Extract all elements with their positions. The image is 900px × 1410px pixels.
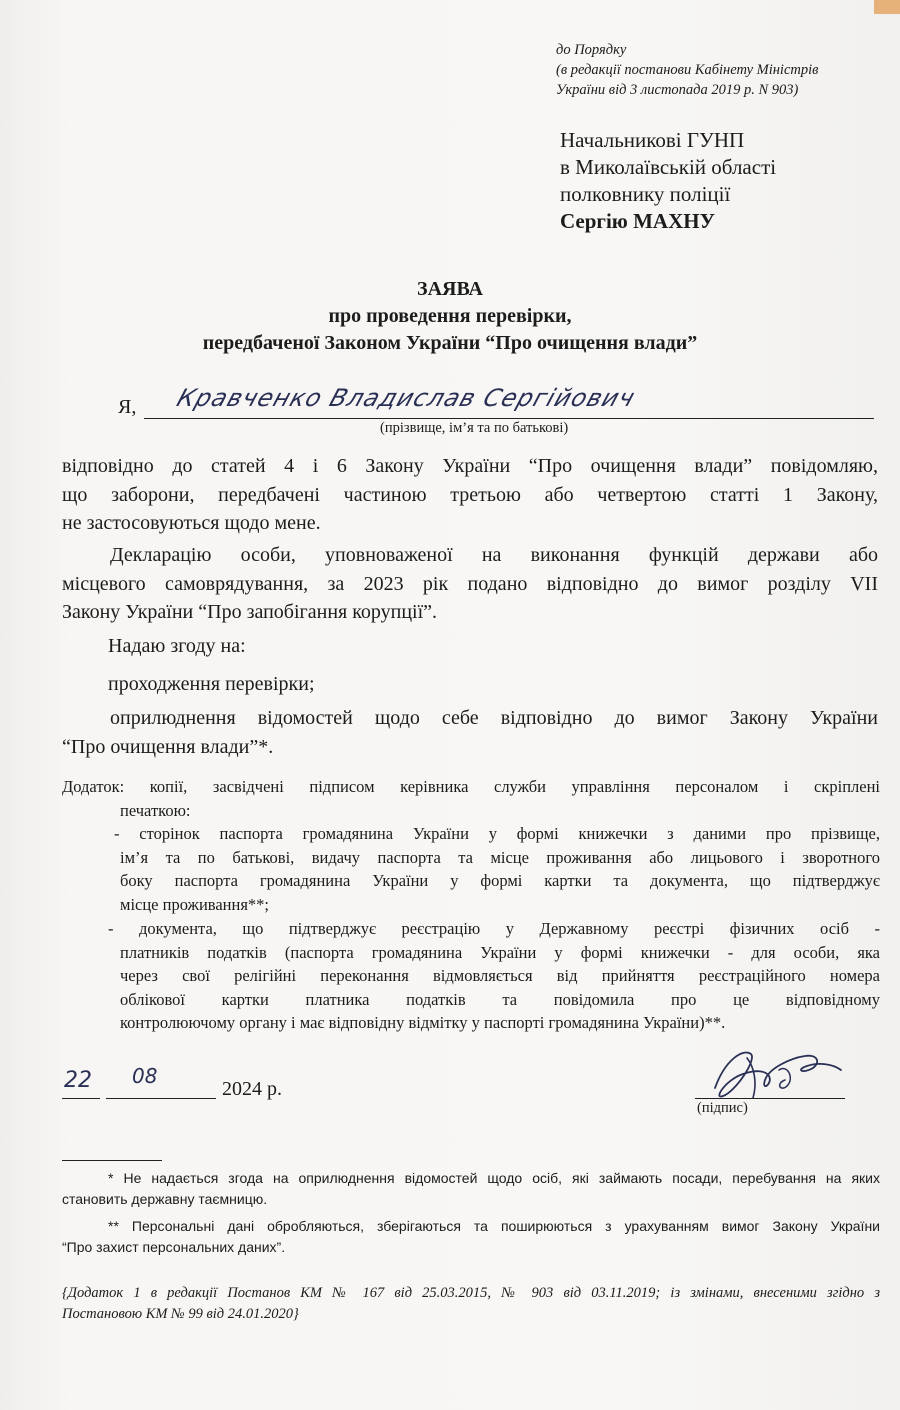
addressee-line: Начальникові ГУНП bbox=[560, 128, 745, 152]
edition-note bbox=[62, 1283, 880, 1325]
text-line: - сторінок паспорта громадянина України у формі книжечки з даними про прізвище, bbox=[114, 824, 880, 843]
paper-edge bbox=[874, 0, 900, 14]
text-line: ім’я та по батькові, видачу паспорта та місце проживання або лицьового і зворотного bbox=[120, 847, 880, 867]
date-year: 2024 р. bbox=[222, 1078, 282, 1100]
annotation-line: України від 3 листопада 2019 р. N 903) bbox=[556, 82, 799, 98]
attachment-item-a bbox=[62, 822, 880, 916]
text-line: - документа, що підтверджує реєстрацію у Державному реєстрі фізичних осіб - bbox=[108, 919, 880, 938]
title-line: про проведення перевірки, bbox=[328, 305, 572, 327]
name-caption: (прізвище, ім’я та по батькові) bbox=[380, 420, 569, 436]
text-line: відповідно до статей 4 і 6 Закону України “Про очищення влади” повідомляю, bbox=[62, 455, 878, 477]
date-month: 08 bbox=[132, 1064, 158, 1088]
text-line: місце проживання**; bbox=[120, 894, 270, 914]
text-line: що заборони, передбачені частиною третьою або четвертою статті 1 Закону, bbox=[62, 483, 878, 506]
footnote-2 bbox=[62, 1216, 880, 1257]
text-line: “Про захист персональних даних”. bbox=[62, 1238, 286, 1255]
text-line: не застосовуються щодо мене. bbox=[62, 512, 321, 534]
text-line: місцевого самоврядування, за 2023 рік подано відповідно до вимог розділу VII bbox=[62, 572, 878, 595]
text-line: оприлюднення відомостей щодо себе відповідно до вимог Закону України bbox=[110, 707, 878, 729]
consent-item-2 bbox=[62, 704, 878, 761]
attachment-intro bbox=[62, 775, 880, 822]
text-line: “Про очищення влади”*. bbox=[62, 735, 274, 758]
applicant-prefix: Я, bbox=[118, 396, 137, 418]
footnote-1 bbox=[62, 1168, 880, 1209]
text-line: боку паспорта громадянина України у формі картки та документа, що підтверджує bbox=[120, 871, 880, 890]
addressee-block bbox=[560, 127, 890, 235]
attachment-item-b bbox=[62, 917, 880, 1035]
consent-intro: Надаю згоду на: bbox=[108, 635, 246, 657]
text-line: Закону України “Про запобігання корупції”. bbox=[62, 601, 438, 623]
addressee-line: полковнику поліції bbox=[560, 182, 731, 206]
text-line: Додаток: копії, засвідчені підписом керівника служби управління персоналом і скріплені bbox=[62, 777, 880, 796]
text-line: контролюючому органу і має відповідну відмітку у паспорті громадянина України)**. bbox=[120, 1013, 726, 1032]
text-line: через свої релігійні переконання відмовляється від прийняття реєстраційного номера bbox=[120, 966, 880, 985]
text-line: Постановою КМ № 99 від 24.01.2020} bbox=[62, 1306, 299, 1322]
text-line: облікової картки платника податків та повідомила про це відповідному bbox=[120, 989, 880, 1009]
paragraph-2 bbox=[62, 541, 878, 627]
title-line: передбаченої Законом України “Про очищення влади” bbox=[202, 332, 698, 354]
handwritten-name: Кравченко Владислав Сергійович bbox=[173, 384, 640, 412]
annotation bbox=[556, 40, 886, 100]
text-line: * Не надається згода на оприлюднення відомостей щодо осіб, які займають посади, перебування на яких bbox=[108, 1170, 880, 1186]
title-line: ЗАЯВА bbox=[417, 278, 483, 300]
text-line: платників податків (паспорта громадянина України у формі книжечки - для особи, яка bbox=[120, 942, 880, 962]
annotation-line: до Порядку bbox=[556, 42, 627, 58]
text-line: {Додаток 1 в редакції Постанов КМ № 167 від 25.03.2015, № 903 від 03.11.2019; із змінами, внесеними згідно з bbox=[62, 1285, 880, 1301]
document-title bbox=[60, 276, 840, 357]
signature-line bbox=[695, 1098, 845, 1099]
day-underline bbox=[62, 1098, 100, 1099]
text-line: становить державну таємницю. bbox=[62, 1190, 268, 1207]
date-day: 22 bbox=[64, 1068, 92, 1093]
date-field bbox=[62, 1064, 382, 1104]
text-line: печаткою: bbox=[120, 800, 191, 820]
addressee-line: в Миколаївській області bbox=[560, 155, 777, 179]
consent-item-1: проходження перевірки; bbox=[108, 673, 315, 695]
text-line: ** Персональні дані обробляються, зберігаються та поширюються з урахуванням вимог Закону України bbox=[108, 1218, 880, 1234]
name-underline bbox=[144, 418, 874, 419]
signature-caption: (підпис) bbox=[697, 1100, 748, 1116]
annotation-line: (в редакції постанови Кабінету Міністрів bbox=[556, 62, 819, 78]
footnote-separator bbox=[62, 1160, 162, 1161]
addressee-name: Сергію МАХНУ bbox=[560, 209, 715, 233]
paragraph-1 bbox=[62, 452, 878, 538]
month-underline bbox=[106, 1098, 216, 1099]
text-line: Декларацію особи, уповноваженої на виконання функцій держави або bbox=[110, 544, 878, 566]
